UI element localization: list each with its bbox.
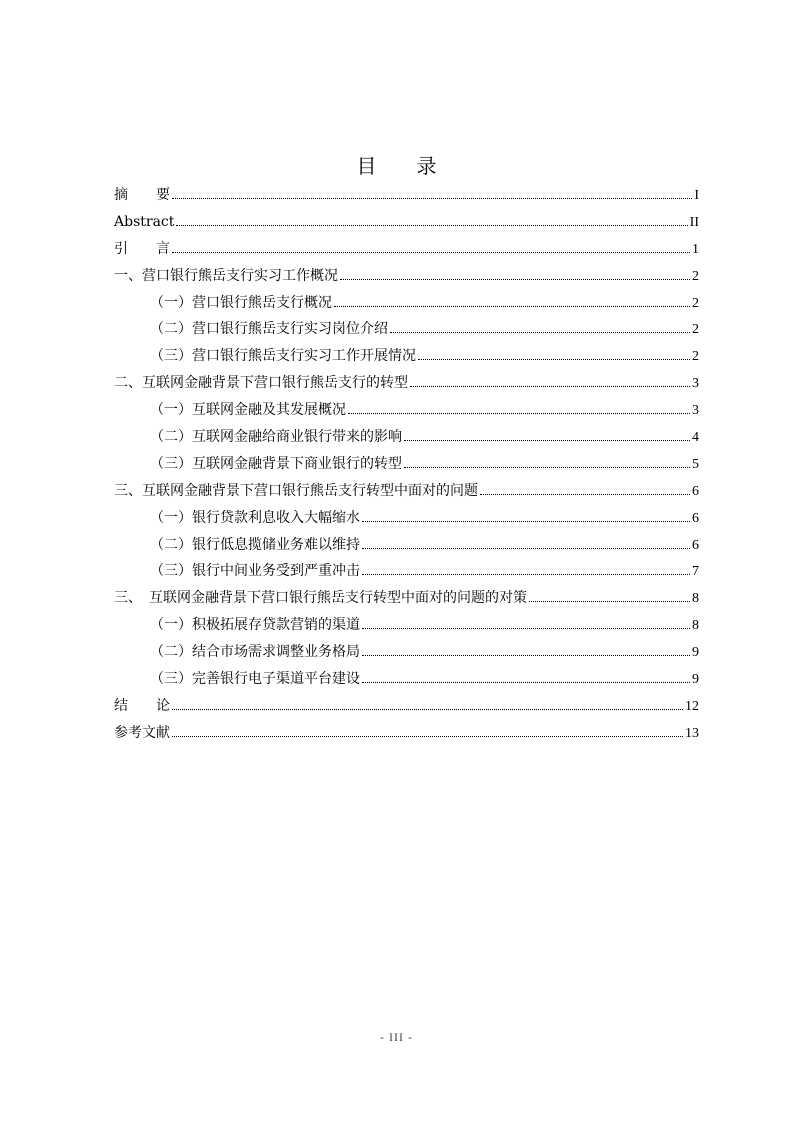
toc-leader-dots [334, 305, 690, 307]
toc-entry-page: 9 [692, 672, 699, 688]
toc-entry-page: 2 [692, 295, 699, 311]
toc-entry-page: 7 [692, 564, 699, 580]
toc-entry-page: I [694, 188, 699, 203]
toc-entry-label: 引 言 [114, 240, 170, 257]
toc-entry-section-2-1[interactable] [114, 399, 699, 426]
toc-entry-conclusion[interactable] [114, 695, 699, 722]
toc-leader-dots [362, 654, 690, 656]
toc-entry-page: II [689, 214, 699, 230]
toc-entry-label: （一）互联网金融及其发展概况 [150, 402, 346, 419]
toc-entry-label: 一、营口银行熊岳支行实习工作概况 [114, 267, 338, 284]
toc-entry-references[interactable] [114, 722, 699, 749]
toc-entry-page: 1 [692, 241, 699, 257]
toc-entry-section-4-2[interactable] [114, 641, 699, 668]
toc-leader-dots [362, 681, 690, 683]
toc-leader-dots [404, 466, 690, 468]
toc-entry-label: 参考文献 [114, 724, 170, 741]
toc-leader-dots [348, 412, 690, 414]
toc-leader-dots [340, 278, 690, 280]
toc-entry-section-3-3[interactable] [114, 560, 699, 587]
toc-entry-page: 2 [692, 322, 699, 338]
toc-entry-abstract-cn[interactable] [114, 184, 699, 211]
toc-entry-section-1-1[interactable] [114, 292, 699, 319]
toc-leader-dots [362, 547, 690, 549]
toc-entry-label: 摘 要 [114, 187, 170, 203]
toc-leader-dots [529, 600, 690, 602]
toc-entry-page: 5 [692, 456, 699, 472]
toc-entry-label: 三、 互联网金融背景下营口银行熊岳支行转型中面对的问题的对策 [114, 590, 527, 607]
toc-entry-page: 9 [692, 645, 699, 661]
toc-entry-section-3-1[interactable] [114, 507, 699, 534]
toc-entry-section-4-3[interactable] [114, 668, 699, 695]
toc-entry-section-3-2[interactable] [114, 534, 699, 561]
toc-entry-label: （三）互联网金融背景下商业银行的转型 [150, 455, 402, 472]
toc-entry-page: 13 [685, 725, 699, 741]
toc-entry-label: （一）积极拓展存贷款营销的渠道 [150, 617, 360, 634]
toc-entry-label: （二）银行低息揽储业务难以维持 [150, 536, 360, 553]
toc-entry-chapter-3[interactable] [114, 480, 699, 507]
toc-entry-introduction[interactable] [114, 238, 699, 265]
page-number-footer: - III - [380, 1030, 413, 1044]
toc-entry-label: （三）银行中间业务受到严重冲击 [150, 563, 360, 580]
toc-entry-label: （三）营口银行熊岳支行实习工作开展情况 [150, 348, 416, 365]
toc-entry-label: （二）互联网金融给商业银行带来的影响 [150, 429, 402, 446]
toc-leader-dots [410, 385, 690, 387]
toc-entry-section-4-1[interactable] [114, 614, 699, 641]
toc-entry-section-2-3[interactable] [114, 453, 699, 480]
toc-entry-label: 三、互联网金融背景下营口银行熊岳支行转型中面对的问题 [114, 482, 478, 499]
toc-leader-dots [362, 520, 690, 522]
toc-entry-page: 2 [692, 349, 699, 365]
toc-title: 目 录 [356, 154, 437, 178]
toc-entry-section-1-2[interactable] [114, 318, 699, 345]
toc-entry-label: 二、互联网金融背景下营口银行熊岳支行的转型 [114, 375, 408, 392]
toc-entry-chapter-2[interactable] [114, 372, 699, 399]
toc-entry-label: （二）结合市场需求调整业务格局 [150, 644, 360, 661]
toc-entry-label: （三）完善银行电子渠道平台建设 [150, 671, 360, 688]
toc-entry-page: 2 [692, 268, 699, 284]
toc-leader-dots [390, 331, 690, 333]
toc-entry-label: （一）营口银行熊岳支行概况 [150, 294, 332, 311]
toc-entry-page: 3 [692, 376, 699, 392]
toc-leader-dots [176, 224, 687, 226]
toc-entry-page: 4 [692, 430, 699, 446]
toc-leader-dots [172, 251, 690, 253]
toc-entry-page: 3 [692, 403, 699, 419]
toc-entry-page: 6 [692, 537, 699, 553]
toc-entry-page: 12 [685, 698, 699, 714]
toc-list [114, 184, 699, 749]
toc-leader-dots [172, 708, 683, 710]
toc-entry-page: 8 [692, 591, 699, 607]
toc-entry-section-2-2[interactable] [114, 426, 699, 453]
toc-entry-label: （一）银行贷款利息收入大幅缩水 [150, 509, 360, 526]
toc-entry-section-1-3[interactable] [114, 345, 699, 372]
toc-entry-page: 6 [692, 483, 699, 499]
toc-entry-chapter-1[interactable] [114, 265, 699, 292]
toc-entry-abstract-en[interactable] [114, 211, 699, 238]
toc-entry-page: 6 [692, 510, 699, 526]
toc-leader-dots [362, 627, 690, 629]
toc-entry-label: Abstract [114, 213, 175, 230]
toc-entry-page: 8 [692, 618, 699, 634]
toc-entry-label: （二）营口银行熊岳支行实习岗位介绍 [150, 321, 388, 338]
toc-entry-chapter-4[interactable] [114, 587, 699, 614]
toc-entry-label: 结 论 [114, 697, 170, 714]
toc-leader-dots [404, 439, 690, 441]
toc-leader-dots [418, 358, 690, 360]
toc-leader-dots [362, 573, 690, 575]
toc-leader-dots [480, 493, 690, 495]
toc-leader-dots [172, 197, 692, 199]
toc-leader-dots [172, 735, 683, 737]
